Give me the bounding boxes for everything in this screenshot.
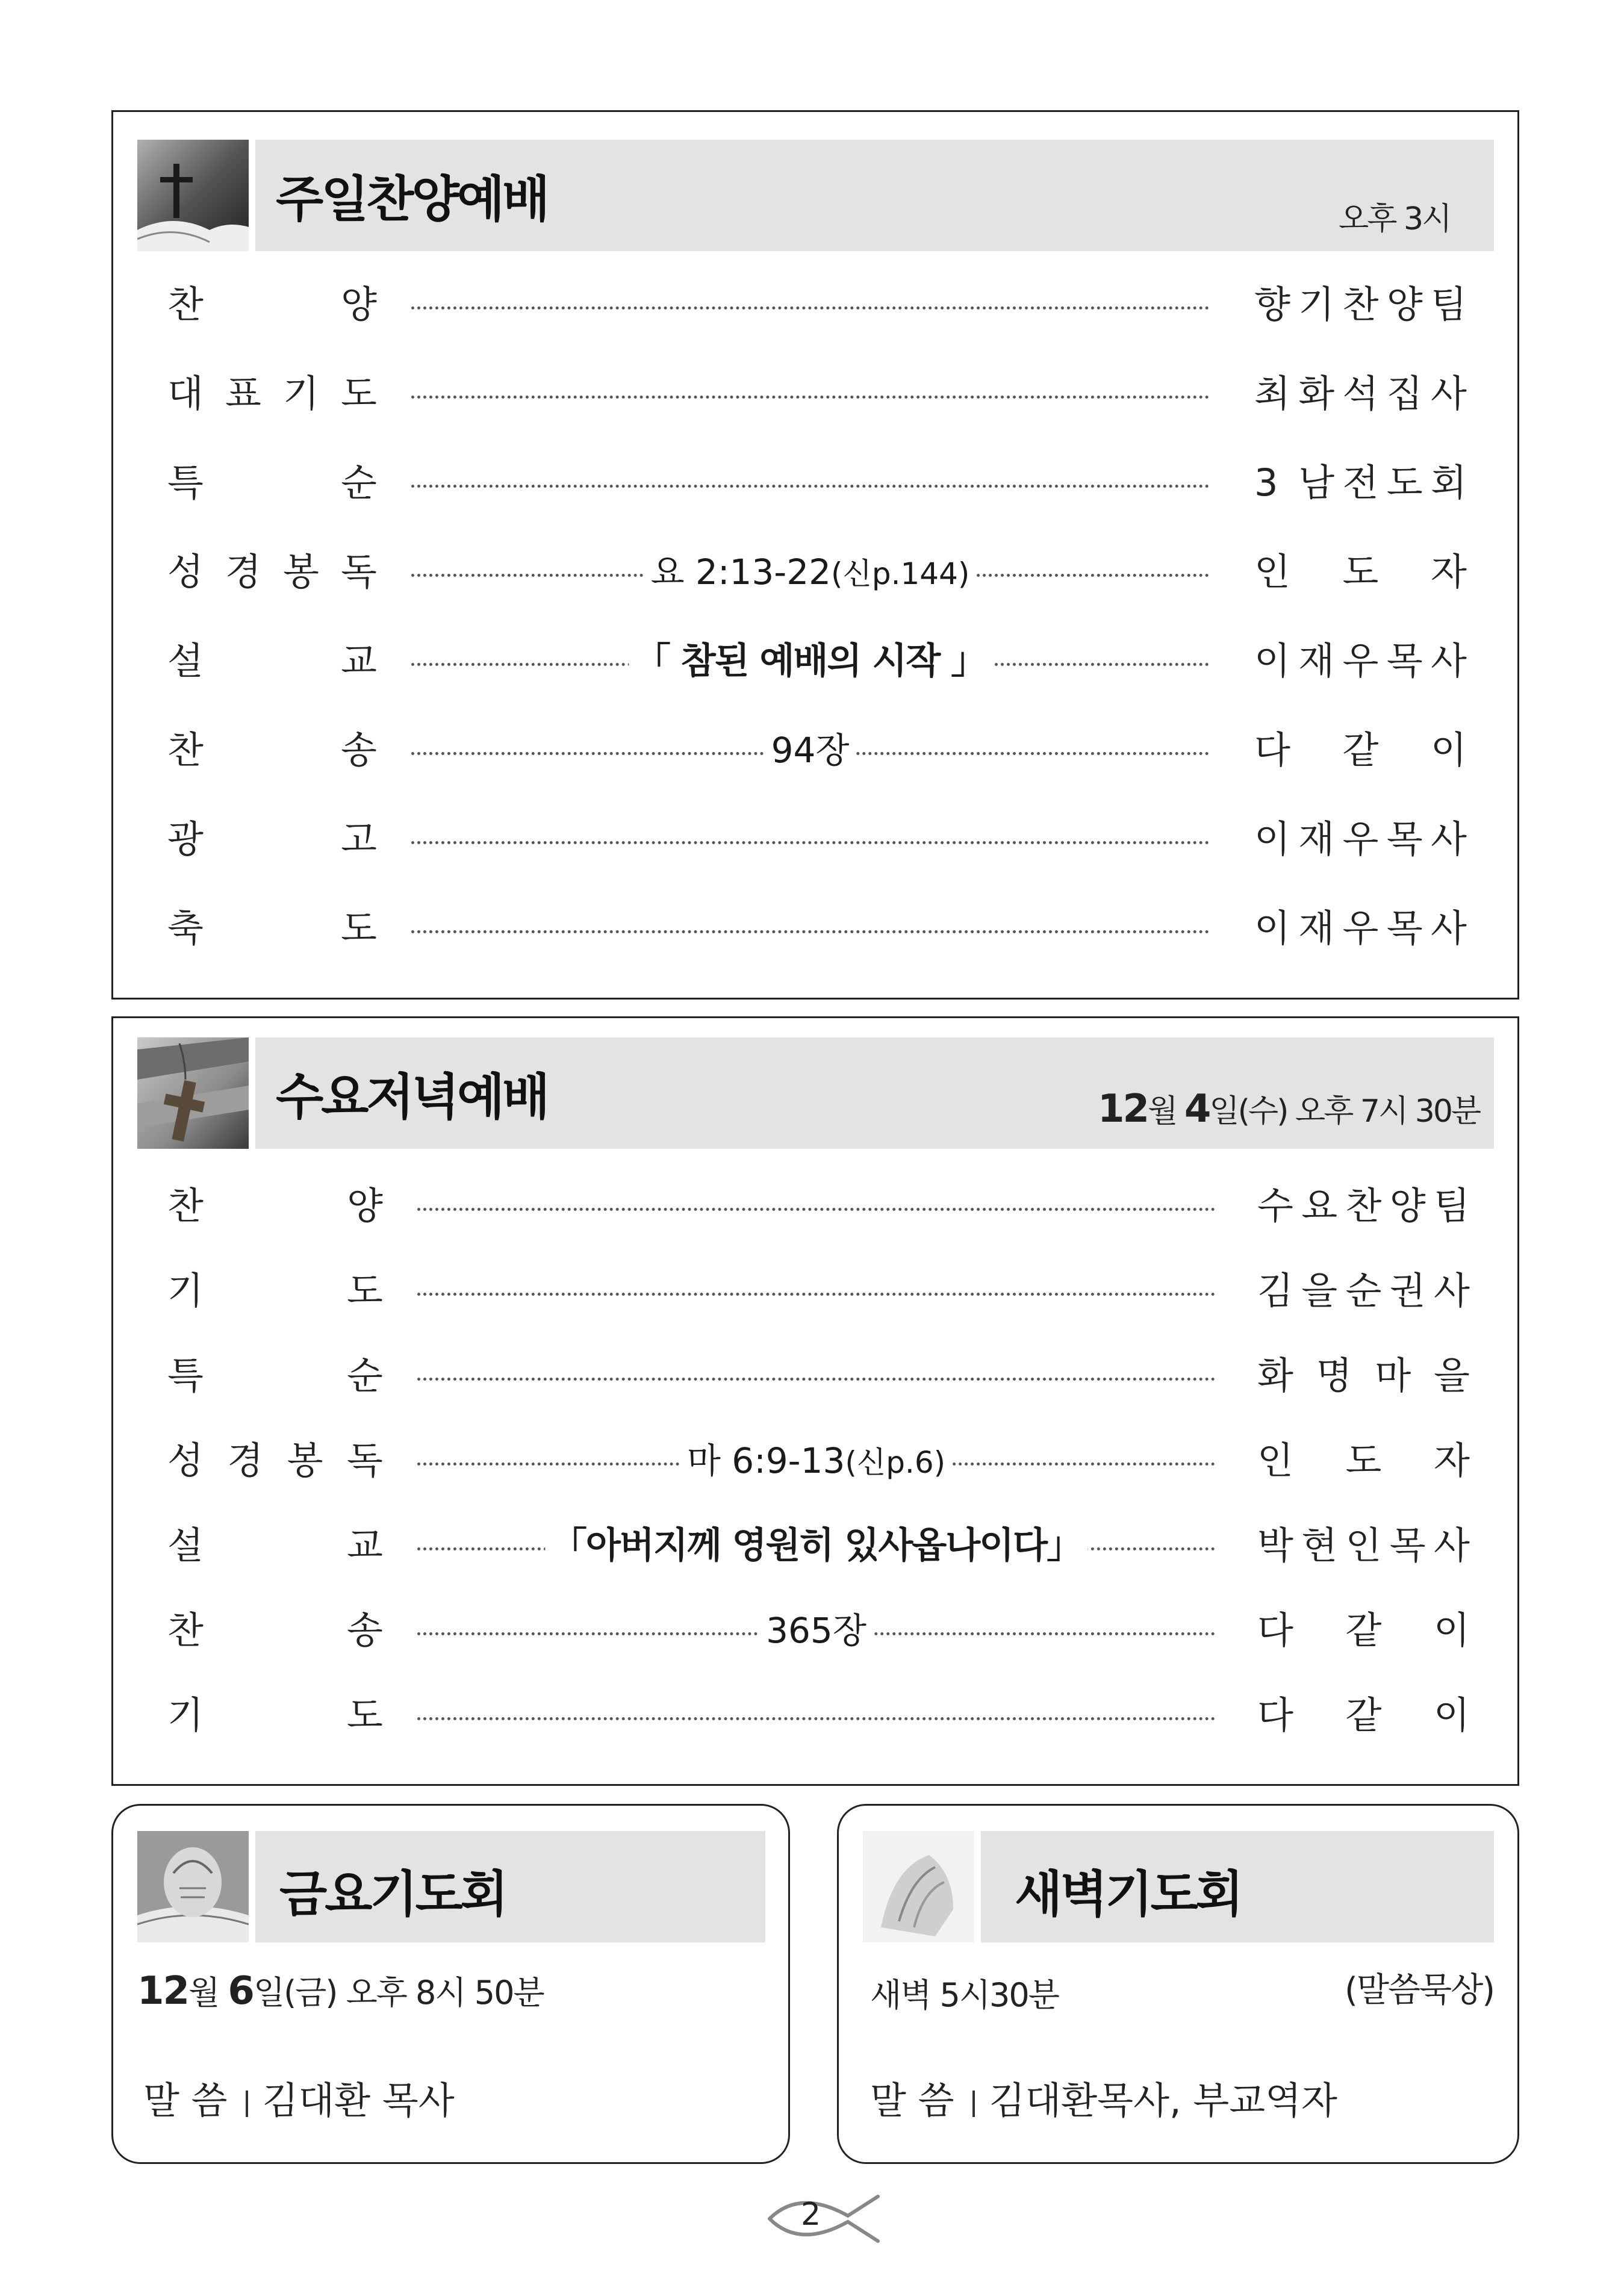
dawn-time: 새벽 5시30분 [870, 1976, 1059, 2014]
order-label-char: 봉 [287, 1438, 323, 1482]
order-label-char: 성 [167, 1438, 204, 1482]
order-label-char: 광 [167, 817, 204, 861]
friday-sermon-name: 김대환 목사 [262, 2078, 455, 2122]
friday-time [137, 1967, 544, 2013]
dawn-prayer-box [837, 1804, 1519, 2164]
order-row [113, 1682, 1517, 1749]
wednesday-day: 4 [1184, 1087, 1210, 1131]
order-person-char: 집 [1386, 371, 1423, 415]
order-person-char: 회 [1431, 461, 1467, 505]
divider-bar [972, 2091, 975, 2117]
order-label [167, 1173, 384, 1239]
order-person-char: 최 [1254, 371, 1290, 415]
order-person-char: 남 [1298, 461, 1335, 505]
friday-month-unit: 월 [188, 1974, 219, 2012]
order-row [113, 717, 1517, 783]
order-label-char: 기 [167, 1269, 204, 1313]
order-center-main: 마 6:9-13 [686, 1440, 845, 1481]
order-person [1257, 1343, 1471, 1409]
order-person-char: 이 [1254, 639, 1290, 683]
order-person-char: 김 [1257, 1269, 1293, 1313]
order-label-char: 송 [341, 728, 377, 772]
order-label-char: 도 [341, 371, 377, 415]
order-person-char: 다 [1257, 1693, 1293, 1737]
order-person-char: 기 [1298, 282, 1335, 326]
divider-bar [246, 2091, 248, 2117]
order-person [1254, 450, 1468, 516]
order-center-main: 「아버지께 영원히 있사옵나이다」 [550, 1525, 1082, 1567]
friday-title: 금요기도회 [279, 1866, 506, 1923]
friday-day-unit: 일(금) 오후 8시 50분 [253, 1974, 544, 2012]
order-person-char: 재 [1298, 639, 1335, 683]
page-number: 2 [801, 2196, 821, 2233]
order-person-char: 우 [1342, 817, 1379, 861]
friday-month: 12 [137, 1969, 189, 2013]
order-label-char: 설 [167, 639, 204, 683]
order-person-char: 인 [1345, 1523, 1382, 1567]
order-person-char: 화 [1257, 1354, 1293, 1397]
sunday-title: 주일찬양예배 [276, 171, 548, 228]
order-label [167, 539, 378, 605]
order-label [167, 1343, 384, 1409]
order-person-char: 도 [1386, 461, 1423, 505]
order-person-char: 자 [1434, 1438, 1470, 1482]
order-label-char: 찬 [167, 1608, 204, 1652]
order-row [113, 628, 1517, 694]
order-person-char: 재 [1298, 906, 1335, 950]
order-label-char: 송 [347, 1608, 383, 1652]
order-person-char: 찬 [1342, 282, 1379, 326]
order-person-char: 석 [1342, 371, 1379, 415]
wednesday-month: 12 [1098, 1087, 1148, 1131]
dawn-sermon [870, 2071, 1337, 2124]
order-person-char: 이 [1431, 728, 1467, 772]
order-label [167, 1258, 384, 1324]
order-person-char: 팀 [1434, 1184, 1470, 1228]
order-person-char: 이 [1254, 817, 1290, 861]
order-label-char: 양 [347, 1184, 383, 1228]
order-row [113, 1173, 1517, 1239]
order-person-char: 목 [1386, 639, 1423, 683]
order-person-char: 같 [1345, 1693, 1382, 1737]
dotted-leader [411, 930, 1209, 933]
order-person-char: 우 [1342, 639, 1379, 683]
order-center-text [629, 628, 992, 694]
order-label-char: 찬 [167, 1184, 204, 1228]
order-center-text [681, 1428, 951, 1496]
order-person [1254, 539, 1468, 605]
order-person-char: 이 [1434, 1693, 1470, 1737]
sunday-service-box [111, 110, 1519, 999]
order-label-char: 찬 [167, 282, 204, 326]
order-person-char: 3 [1254, 461, 1278, 505]
order-row [113, 450, 1517, 516]
friday-sermon-label: 말 씀 [143, 2078, 228, 2122]
order-label-char: 축 [167, 906, 204, 950]
praying-hands-icon [863, 1831, 974, 1942]
dawn-sermon-label: 말 씀 [870, 2078, 954, 2122]
order-person-char: 도 [1345, 1438, 1382, 1482]
order-center-text [645, 539, 976, 607]
order-person-char: 도 [1342, 550, 1379, 594]
order-label [167, 1682, 384, 1749]
order-center-ref: (신p.6) [845, 1445, 946, 1480]
order-person-char: 사 [1431, 817, 1467, 861]
order-person-char: 같 [1342, 728, 1379, 772]
order-row [113, 1258, 1517, 1324]
order-person-char: 순 [1345, 1269, 1382, 1313]
order-label-char: 표 [225, 371, 261, 415]
order-label-char: 순 [347, 1354, 383, 1397]
dotted-leader [411, 485, 1209, 488]
order-person-char: 박 [1257, 1523, 1293, 1567]
order-label [167, 1512, 384, 1579]
order-label-char: 도 [347, 1269, 383, 1313]
order-label-char: 봉 [283, 550, 319, 594]
order-row [113, 272, 1517, 338]
order-label-char: 설 [167, 1523, 204, 1567]
order-person-char: 목 [1386, 817, 1423, 861]
order-person-char: 찬 [1345, 1184, 1382, 1228]
dotted-leader [417, 1717, 1215, 1720]
order-center-text [765, 717, 856, 783]
order-person-char: 사 [1434, 1269, 1470, 1313]
order-person-char: 을 [1434, 1354, 1470, 1397]
praying-hands-bible-icon [137, 1831, 249, 1942]
order-person-char: 사 [1431, 906, 1467, 950]
wednesday-service-box [111, 1016, 1519, 1786]
order-label-char: 경 [227, 1438, 264, 1482]
order-label-char: 특 [167, 1354, 204, 1397]
order-person [1257, 1597, 1471, 1664]
order-person-char: 권 [1389, 1269, 1426, 1313]
friday-sermon [143, 2071, 455, 2124]
order-person-char: 전 [1342, 461, 1379, 505]
order-label [167, 717, 378, 783]
order-label-char: 도 [341, 906, 377, 950]
order-person [1257, 1682, 1471, 1749]
order-person-char: 우 [1342, 906, 1379, 950]
order-row [113, 361, 1517, 427]
fish-icon [764, 2192, 884, 2246]
dotted-leader [411, 396, 1209, 399]
cross-bible-photo-icon [137, 140, 249, 251]
order-label-char: 경 [225, 550, 261, 594]
order-center-main: 요 2:13-22 [650, 552, 832, 592]
order-row [113, 1597, 1517, 1664]
order-person-char: 향 [1254, 282, 1290, 326]
order-center-text [545, 1512, 1087, 1579]
order-person-char: 양 [1386, 282, 1423, 326]
order-person [1254, 628, 1468, 694]
dotted-leader [417, 1293, 1215, 1296]
order-label [167, 361, 378, 427]
order-row [113, 539, 1517, 605]
order-person [1257, 1258, 1471, 1324]
order-label-char: 독 [341, 550, 377, 594]
order-person-char: 을 [1301, 1269, 1338, 1313]
order-label-char: 도 [347, 1693, 383, 1737]
cross-necklace-photo-icon [137, 1037, 249, 1149]
order-person [1254, 895, 1468, 962]
order-label-char: 양 [341, 282, 377, 326]
wednesday-month-unit: 월 [1148, 1093, 1177, 1130]
order-label [167, 1428, 384, 1494]
order-center-main: 94장 [771, 730, 850, 771]
dawn-title: 새벽기도회 [1015, 1866, 1242, 1923]
order-person-char: 명 [1316, 1354, 1352, 1397]
order-label [167, 628, 378, 694]
order-person-char: 이 [1254, 906, 1290, 950]
order-label [167, 450, 378, 516]
order-label-char: 고 [341, 817, 377, 861]
wednesday-title: 수요저녁예배 [276, 1069, 548, 1126]
order-label-char: 찬 [167, 728, 204, 772]
order-person-char: 화 [1298, 371, 1335, 415]
order-person [1254, 272, 1468, 338]
order-person [1257, 1173, 1471, 1239]
order-label-char: 특 [167, 461, 204, 505]
order-person-char: 사 [1431, 371, 1467, 415]
order-row [113, 1428, 1517, 1494]
order-person-char: 인 [1254, 550, 1290, 594]
order-person-char: 사 [1434, 1523, 1470, 1567]
order-label-char: 대 [167, 371, 204, 415]
order-person-char: 팀 [1431, 282, 1467, 326]
sunday-time: 오후 3시 [1339, 201, 1451, 237]
order-row [113, 806, 1517, 872]
order-person-char: 인 [1257, 1438, 1293, 1482]
order-person-char: 양 [1389, 1184, 1426, 1228]
order-person-char: 다 [1257, 1608, 1293, 1652]
order-person-char: 수 [1257, 1184, 1293, 1228]
order-person-char: 목 [1386, 906, 1423, 950]
wednesday-day-unit: 일(수) 오후 7시 30분 [1209, 1093, 1480, 1130]
order-person [1254, 717, 1468, 783]
order-person-char: 목 [1389, 1523, 1426, 1567]
dawn-sermon-name: 김대환목사, 부교역자 [989, 2078, 1337, 2122]
order-person-char: 같 [1345, 1608, 1382, 1652]
order-person [1254, 361, 1468, 427]
order-person [1257, 1428, 1471, 1494]
order-center-main: 365장 [766, 1610, 866, 1651]
dotted-leader [417, 1378, 1215, 1381]
order-person-char: 현 [1301, 1523, 1338, 1567]
order-label-char: 교 [341, 639, 377, 683]
order-label [167, 895, 378, 962]
order-person-char: 이 [1434, 1608, 1470, 1652]
order-label [167, 272, 378, 338]
order-person [1254, 806, 1468, 872]
order-person [1257, 1512, 1471, 1579]
order-row [113, 1343, 1517, 1409]
order-label-char: 교 [347, 1523, 383, 1567]
order-label-char: 독 [347, 1438, 383, 1482]
friday-day: 6 [228, 1969, 254, 2013]
order-row [113, 1512, 1517, 1579]
dawn-note: (말씀묵상) [1345, 1971, 1495, 2010]
order-person-char: 요 [1301, 1184, 1338, 1228]
order-person-char: 사 [1431, 639, 1467, 683]
wednesday-time [1098, 1086, 1479, 1131]
order-label-char: 순 [341, 461, 377, 505]
order-center-text [760, 1597, 873, 1664]
friday-prayer-box [111, 1804, 790, 2164]
dotted-leader [411, 306, 1209, 309]
order-person-char: 마 [1375, 1354, 1411, 1397]
order-person-char: 다 [1254, 728, 1290, 772]
order-label-char: 기 [167, 1693, 204, 1737]
page-number-badge [764, 2192, 884, 2246]
order-label [167, 806, 378, 872]
order-person-char: 재 [1298, 817, 1335, 861]
order-center-ref: (신p.144) [831, 556, 970, 591]
dotted-leader [411, 841, 1209, 844]
order-label-char: 기 [283, 371, 319, 415]
order-person-char: 자 [1431, 550, 1467, 594]
order-row [113, 895, 1517, 962]
order-label-char: 성 [167, 550, 204, 594]
order-label [167, 1597, 384, 1664]
order-center-main: 「 참된 예배의 시작 」 [634, 640, 986, 682]
dotted-leader [417, 1208, 1215, 1211]
